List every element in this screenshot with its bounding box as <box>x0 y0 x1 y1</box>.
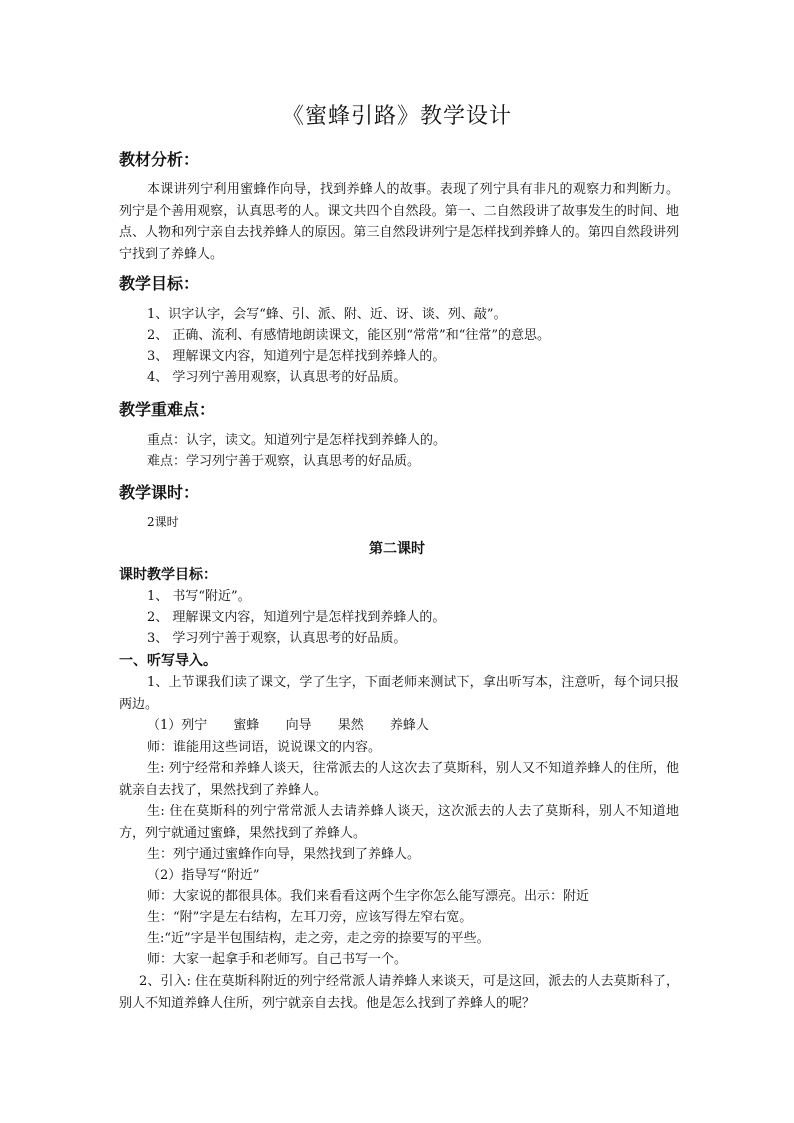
dictation-word: 养蜂人 <box>389 718 429 733</box>
hours-heading: 教学课时： <box>119 483 200 502</box>
section1-heading: 一、听写导入。 <box>119 653 217 669</box>
goal-item: 4、 学习列宁善用观察，认真思考的好品质。 <box>147 370 407 385</box>
hours-value: 2课时 <box>147 515 179 529</box>
student-answer: 生：“附”字是左右结构，左耳刀旁，应该写得左窄右宽。 <box>147 910 473 925</box>
goal-item: 1、识字认字，会写“蜂、引、派、附、近、讶、谈、列、敲”。 <box>147 307 507 322</box>
dictation-intro: 1、上节课我们读了课文，学了生字，下面老师来测试下，拿出听写本，注意听，每个词只报两边。 <box>119 675 679 712</box>
teacher-line: 师：谁能用这些词语，说说课文的内容。 <box>147 740 382 755</box>
dictation-words <box>147 715 451 736</box>
goal-item: 2、 正确、流利、有感情地朗读课文，能区别“常常”和“往常”的意思。 <box>147 328 550 343</box>
student-answer: 生: 列宁经常和养蜂人谈天，往常派去的人这次去了莫斯科，别人又不知道养蜂人的住所，他就亲自去找了，果然找到了养蜂人。 <box>119 761 679 798</box>
goal-item: 3、 理解课文内容，知道列宁是怎样找到养蜂人的。 <box>147 349 446 364</box>
student-answer: 生:“近”字是半包围结构，走之旁，走之旁的捺要写的平些。 <box>147 931 490 946</box>
dictation-word: 蜜蜂 <box>233 718 260 733</box>
difficult-point: 难点：学习列宁善于观察，认真思考的好品质。 <box>147 454 421 469</box>
analysis-paragraph: 本课讲列宁利用蜜蜂作向导，找到养蜂人的故事。表现了列宁具有非凡的观察力和判断力。列宁是个善用观察，认真思考的人。课文共四个自然段。第一、二自然段讲了故事发生的时间、地点、人物和列宁亲自去找养蜂人的原因。第三自然段讲列宁是怎样找到养蜂人的。第四自然段讲列宁找到了养蜂人。 <box>119 182 679 262</box>
dictation-word: 向导 <box>285 718 312 733</box>
document-title: 《蜜蜂引路》教学设计 <box>281 104 512 129</box>
lead-in-paragraph: 2、引入: 住在莫斯科附近的列宁经常派人请养蜂人来谈天，可是这回，派去的人去莫斯科了，别人不知道养蜂人住所，列宁就亲自去找。他是怎么找到了养蜂人的呢？ <box>119 974 679 1011</box>
goals-heading: 教学目标： <box>119 274 200 293</box>
second-lesson-heading: 第二课时 <box>369 541 425 557</box>
analysis-heading: 教材分析： <box>119 150 200 169</box>
student-answer: 生: 住在莫斯科的列宁常常派人去请养蜂人谈天，这次派去的人去了莫斯科，别人不知道地方，列宁就通过蜜蜂，果然找到了养蜂人。 <box>119 804 679 841</box>
key-point: 重点：认字，读文。知道列宁是怎样找到养蜂人的。 <box>147 433 447 448</box>
student-answer: 生：列宁通过蜜蜂作向导，果然找到了养蜂人。 <box>147 847 421 862</box>
lesson-goal-item: 1、 书写“附近”。 <box>147 589 251 604</box>
lesson-goal-item: 3、 学习列宁善于观察，认真思考的好品质。 <box>147 631 407 646</box>
teacher-line: 师：大家说的都很具体。我们来看看这两个生字你怎么能写漂亮。出示：附近 <box>147 889 590 904</box>
key-points-heading: 教学重难点： <box>119 400 216 419</box>
teacher-line: 师：大家一起拿手和老师写。自己书写一个。 <box>147 952 408 967</box>
writing-guide: （2）指导写“附近” <box>147 868 260 883</box>
lesson-goal-item: 2、 理解课文内容，知道列宁是怎样找到养蜂人的。 <box>147 610 446 625</box>
dictation-word: 果然 <box>337 718 364 733</box>
words-label: （1）列宁 <box>147 718 208 733</box>
lesson-goals-heading: 课时教学目标： <box>119 567 217 583</box>
